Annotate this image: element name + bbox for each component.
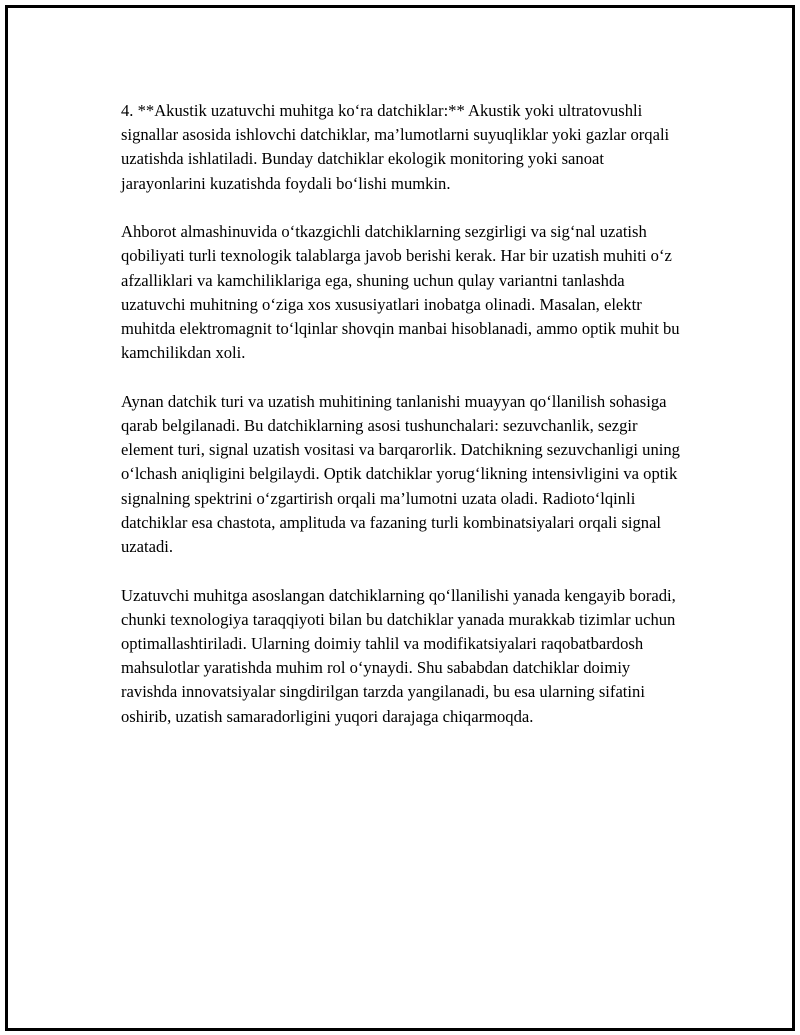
document-body xyxy=(121,99,681,753)
paragraph-sensor-selection: Aynan datchik turi va uzatish muhitining tanlanishi muayyan qo‘llanilish sohasiga qarab belgilanadi. Bu datchiklarning asosi tushunchalari: sezuvchanlik, sezgir element turi, signal uzatish vositasi va barqarorlik. Datchikning sezuvchanligi uning o‘lchash aniqligini belgilaydi. Optik datchiklar yorug‘likning intensivligini va optik signalning spektrini o‘zgartirish orqali ma’lumotni uzata oladi. Radioto‘lqinli datchiklar esa chastota, amplituda va fazaning turli kombinatsiyalari orqali signal uzatadi. xyxy=(121,391,680,557)
paragraph-acoustic-sensors: 4. **Akustik uzatuvchi muhitga ko‘ra datchiklar:** Akustik yoki ultratovushli signallar asosida ishlovchi datchiklar, ma’lumotlarni suyuqliklar yoki gazlar orqali uzatishda ishlatiladi. Bunday datchiklar ekologik monitoring yoki sanoat jarayonlarini kuzatishda foydali bo‘lishi mumkin. xyxy=(121,101,670,193)
paragraph-sensor-applications: Uzatuvchi muhitga asoslangan datchiklarning qo‘llanilishi yanada kengayib boradi, chunki texnologiya taraqqiyoti bilan bu datchiklar yanada murakkab tizimlar uchun optimallashtiriladi. Ularning doimiy tahlil va modifikatsiyalari raqobatbardosh mahsulotlar yaratishda muhim rol o‘ynaydi. Shu sababdan datchiklar doimiy ravishda innovatsiyalar singdirilgan tarzda yangilanadi, bu esa ularning sifatini oshirib, uzatish samaradorligini yuqori darajaga chiqarmoqda. xyxy=(121,585,676,726)
paragraph-conductive-sensors: Ahborot almashinuvida o‘tkazgichli datchiklarning sezgirligi va sig‘nal uzatish qobiliyati turli texnologik talablarga javob berishi kerak. Har bir uzatish muhiti o‘z afzalliklari va kamchiliklariga ega, shuning uchun qulay variantni tanlashda uzatuvchi muhitning o‘ziga xos xususiyatlari inobatga olinadi. Masalan, elektr muhitda elektromagnit to‘lqinlar shovqin manbai hisoblanadi, ammo optik muhit bu kamchilikdan xoli. xyxy=(121,222,680,363)
document-page xyxy=(5,5,795,1031)
